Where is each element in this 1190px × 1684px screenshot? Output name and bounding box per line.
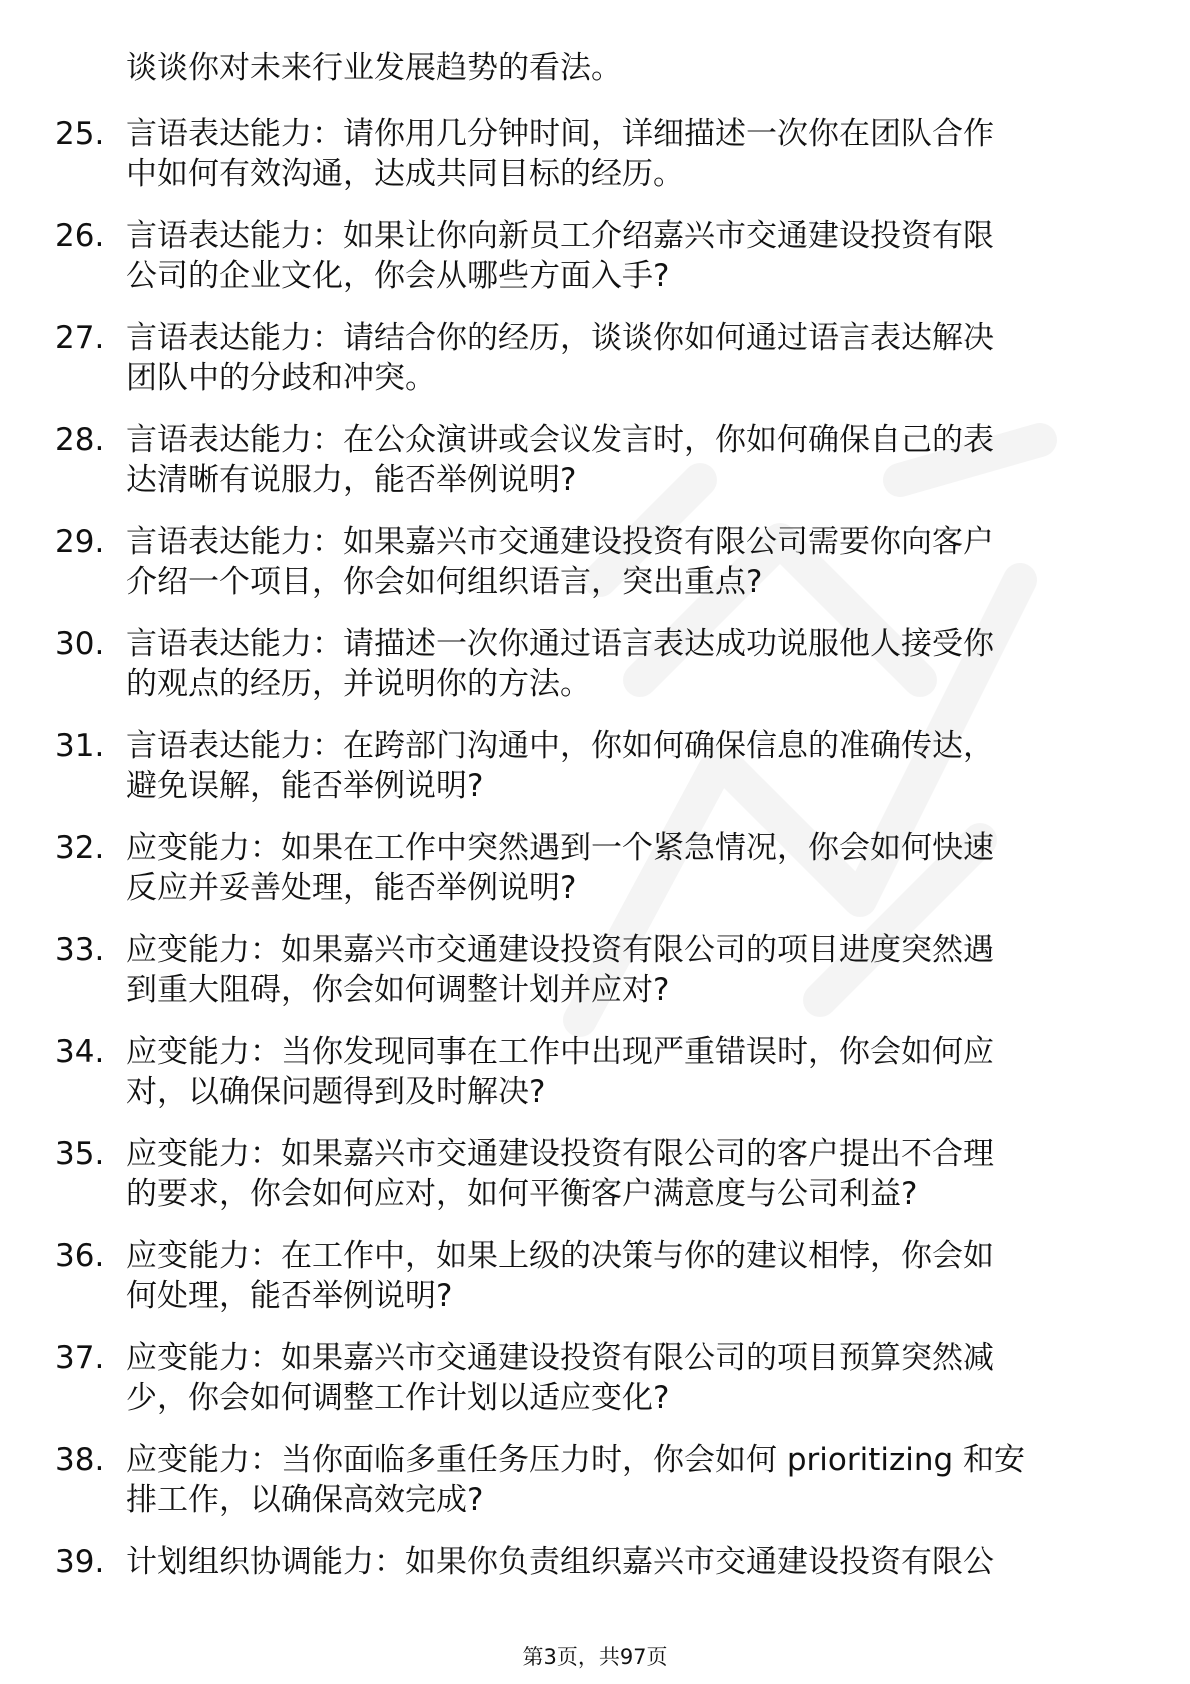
question-text-line: 应变能力：如果在工作中突然遇到一个紧急情况，你会如何快速 (126, 830, 994, 866)
question-list (0, 114, 1190, 1644)
list-item (0, 726, 1190, 828)
question-text-line: 少，你会如何调整工作计划以适应变化? (126, 1380, 670, 1416)
question-text (126, 522, 1136, 602)
question-number: 38. (55, 1442, 105, 1478)
question-text (126, 1440, 1136, 1520)
question-number: 39. (55, 1544, 105, 1580)
question-text-line: 应变能力：当你发现同事在工作中出现严重错误时，你会如何应 (126, 1034, 994, 1070)
question-text (126, 1236, 1136, 1316)
list-item (0, 522, 1190, 624)
question-text-line: 达清晰有说服力，能否举例说明? (126, 462, 577, 498)
list-item (0, 930, 1190, 1032)
list-item (0, 1032, 1190, 1134)
question-number: 35. (55, 1136, 105, 1172)
question-text (126, 1542, 1136, 1582)
list-item (0, 1134, 1190, 1236)
question-text-line: 应变能力：在工作中，如果上级的决策与你的建议相悖，你会如 (126, 1238, 994, 1274)
question-text-line: 计划组织协调能力：如果你负责组织嘉兴市交通建设投资有限公 (126, 1544, 994, 1580)
question-text-line: 避免误解，能否举例说明? (126, 768, 484, 804)
question-text-line: 反应并妥善处理，能否举例说明? (126, 870, 577, 906)
question-text (126, 1134, 1136, 1214)
question-text-line: 中如何有效沟通，达成共同目标的经历。 (126, 156, 684, 192)
question-text-line: 排工作，以确保高效完成? (126, 1482, 484, 1518)
question-number: 30. (55, 626, 105, 662)
list-item (0, 1542, 1190, 1644)
question-text-line: 对，以确保问题得到及时解决? (126, 1074, 546, 1110)
question-text (126, 930, 1136, 1010)
question-text-line: 的观点的经历，并说明你的方法。 (126, 666, 591, 702)
question-text-line: 团队中的分歧和冲突。 (126, 360, 436, 396)
list-item (0, 624, 1190, 726)
list-item (0, 1236, 1190, 1338)
list-item (0, 114, 1190, 216)
question-number: 26. (55, 218, 105, 254)
question-text (126, 114, 1136, 194)
question-number: 31. (55, 728, 105, 764)
question-text-line: 应变能力：如果嘉兴市交通建设投资有限公司的项目进度突然遇 (126, 932, 994, 968)
question-text-line: 应变能力：如果嘉兴市交通建设投资有限公司的客户提出不合理 (126, 1136, 994, 1172)
question-number: 29. (55, 524, 105, 560)
question-number: 37. (55, 1340, 105, 1376)
question-text-line: 到重大阻碍，你会如何调整计划并应对? (126, 972, 670, 1008)
question-text (126, 318, 1136, 398)
list-item (0, 1440, 1190, 1542)
question-text-line: 言语表达能力：在跨部门沟通中，你如何确保信息的准确传达， (126, 728, 994, 764)
continuation-text: 谈谈你对未来行业发展趋势的看法。 (126, 50, 622, 86)
question-number: 36. (55, 1238, 105, 1274)
list-item (0, 1338, 1190, 1440)
question-text (126, 828, 1136, 908)
question-text-line: 应变能力：当你面临多重任务压力时，你会如何 prioritizing 和安 (126, 1442, 1026, 1478)
list-item (0, 828, 1190, 930)
question-number: 34. (55, 1034, 105, 1070)
question-number: 32. (55, 830, 105, 866)
question-text-line: 言语表达能力：如果嘉兴市交通建设投资有限公司需要你向客户 (126, 524, 994, 560)
question-number: 28. (55, 422, 105, 458)
question-text-line: 何处理，能否举例说明? (126, 1278, 453, 1314)
question-text-line: 介绍一个项目，你会如何组织语言，突出重点? (126, 564, 763, 600)
question-text-line: 公司的企业文化，你会从哪些方面入手? (126, 258, 670, 294)
question-text (126, 216, 1136, 296)
question-text (126, 726, 1136, 806)
question-text-line: 言语表达能力：如果让你向新员工介绍嘉兴市交通建设投资有限 (126, 218, 994, 254)
question-text-line: 的要求，你会如何应对，如何平衡客户满意度与公司利益? (126, 1176, 918, 1212)
question-text (126, 1032, 1136, 1112)
question-text-line: 言语表达能力：请你用几分钟时间，详细描述一次你在团队合作 (126, 116, 994, 152)
list-item (0, 216, 1190, 318)
list-item (0, 420, 1190, 522)
question-number: 27. (55, 320, 105, 356)
question-number: 33. (55, 932, 105, 968)
question-text-line: 言语表达能力：在公众演讲或会议发言时，你如何确保自己的表 (126, 422, 994, 458)
question-text (126, 420, 1136, 500)
question-text (126, 624, 1136, 704)
question-number: 25. (55, 116, 105, 152)
page-footer: 第3页，共97页 (522, 1645, 668, 1669)
question-text-line: 言语表达能力：请结合你的经历，谈谈你如何通过语言表达解决 (126, 320, 994, 356)
question-text-line: 言语表达能力：请描述一次你通过语言表达成功说服他人接受你 (126, 626, 994, 662)
question-text-line: 应变能力：如果嘉兴市交通建设投资有限公司的项目预算突然减 (126, 1340, 994, 1376)
list-item (0, 318, 1190, 420)
question-text (126, 1338, 1136, 1418)
